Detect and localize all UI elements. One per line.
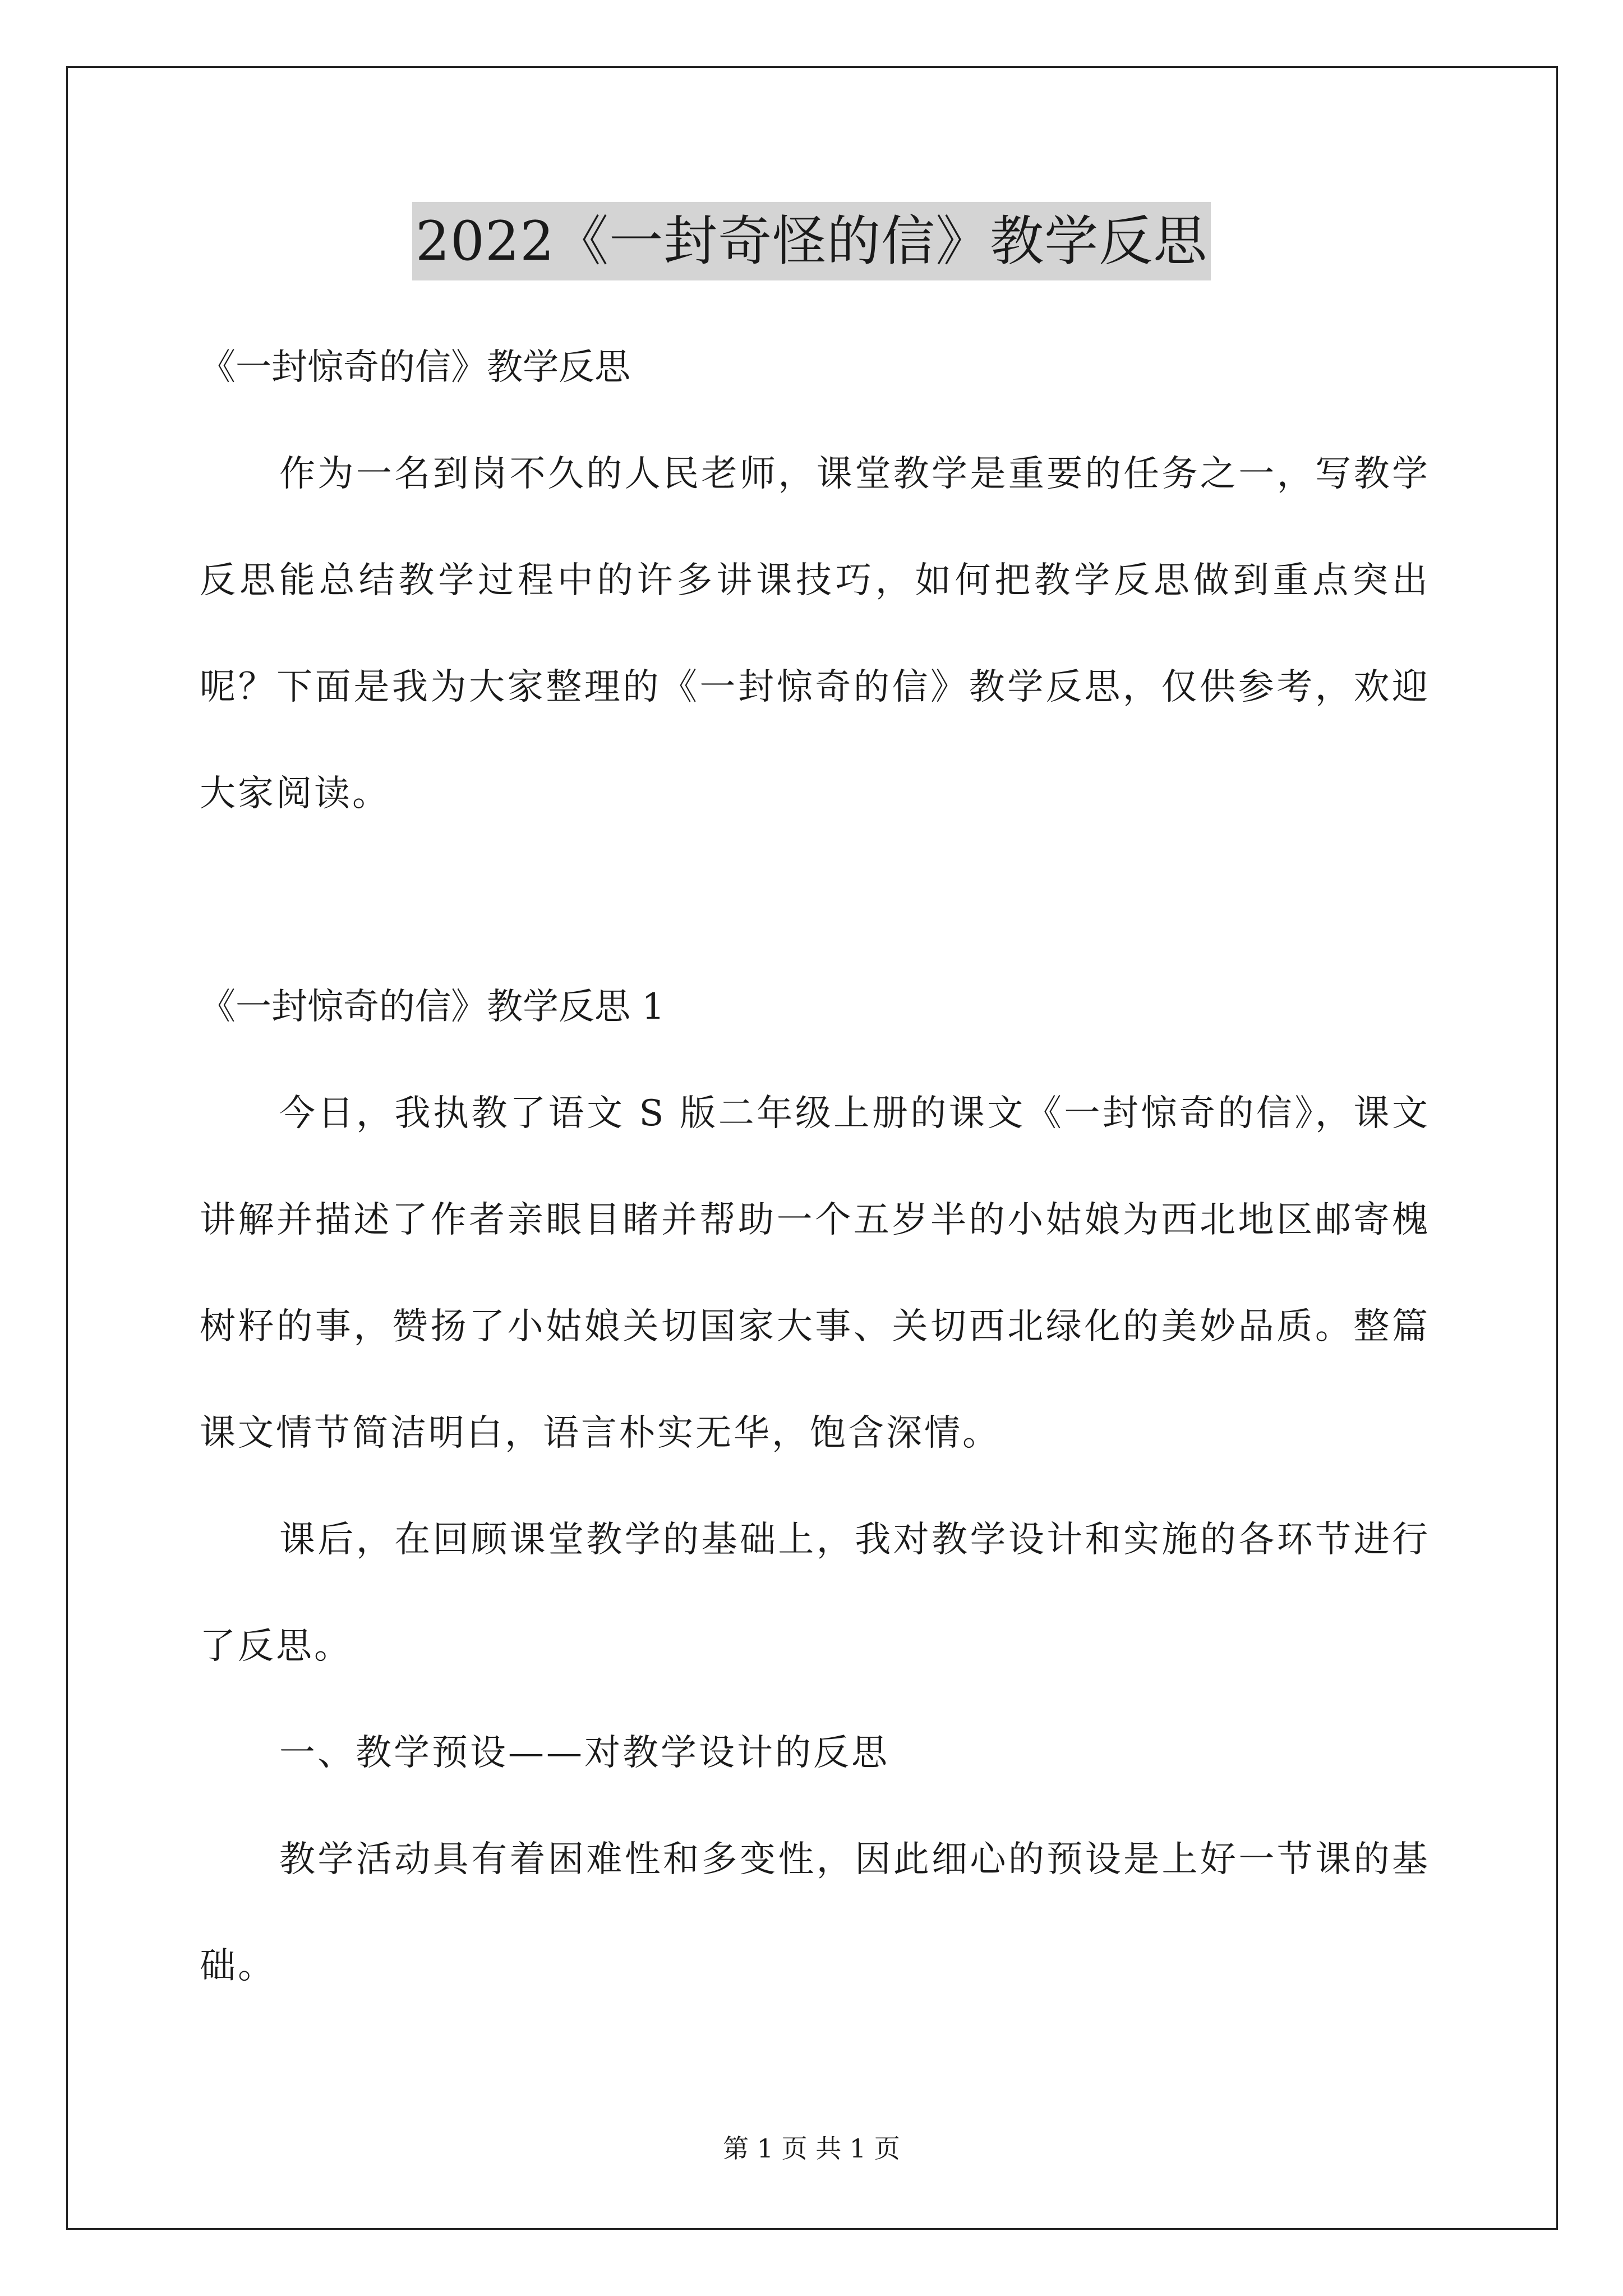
section1-paragraph: 课后，在回顾课堂教学的基础上，我对教学设计和实施的各环节进行了反思。 (200, 1519, 1430, 1667)
section1-paragraph: 今日，我执教了语文 S 版二年级上册的课文《一封惊奇的信》，课文讲解并描述了作者亲眼目睹并帮助一个五岁半的小姑娘为西北地区邮寄槐树籽的事，赞扬了小姑娘关切国家大事、关切西北绿化的美妙品质。整篇课文情节简洁明白，语言朴实无华，饱含深情。 (200, 1093, 1430, 1454)
section1-subheading: 一、教学预设——对教学设计的反思 (279, 1732, 889, 1774)
intro-paragraph: 作为一名到岗不久的人民老师，课堂教学是重要的任务之一，写教学反思能总结教学过程中的许多讲课技巧，如何把教学反思做到重点突出呢？下面是我为大家整理的《一封惊奇的信》教学反思，仅供参考，欢迎大家阅读。 (200, 453, 1430, 815)
document-body (200, 314, 1430, 2019)
title-container (0, 202, 1623, 280)
section1-heading: 《一封惊奇的信》教学反思 1 (200, 986, 665, 1028)
intro-heading: 《一封惊奇的信》教学反思 (200, 347, 630, 388)
section-spacer (200, 847, 1430, 954)
document-title: 2022《一封奇怪的信》教学反思 (412, 202, 1211, 280)
section1-paragraph: 教学活动具有着困难性和多变性，因此细心的预设是上好一节课的基础。 (200, 1839, 1430, 1987)
page-footer: 第 1 页 共 1 页 (723, 2133, 900, 2164)
